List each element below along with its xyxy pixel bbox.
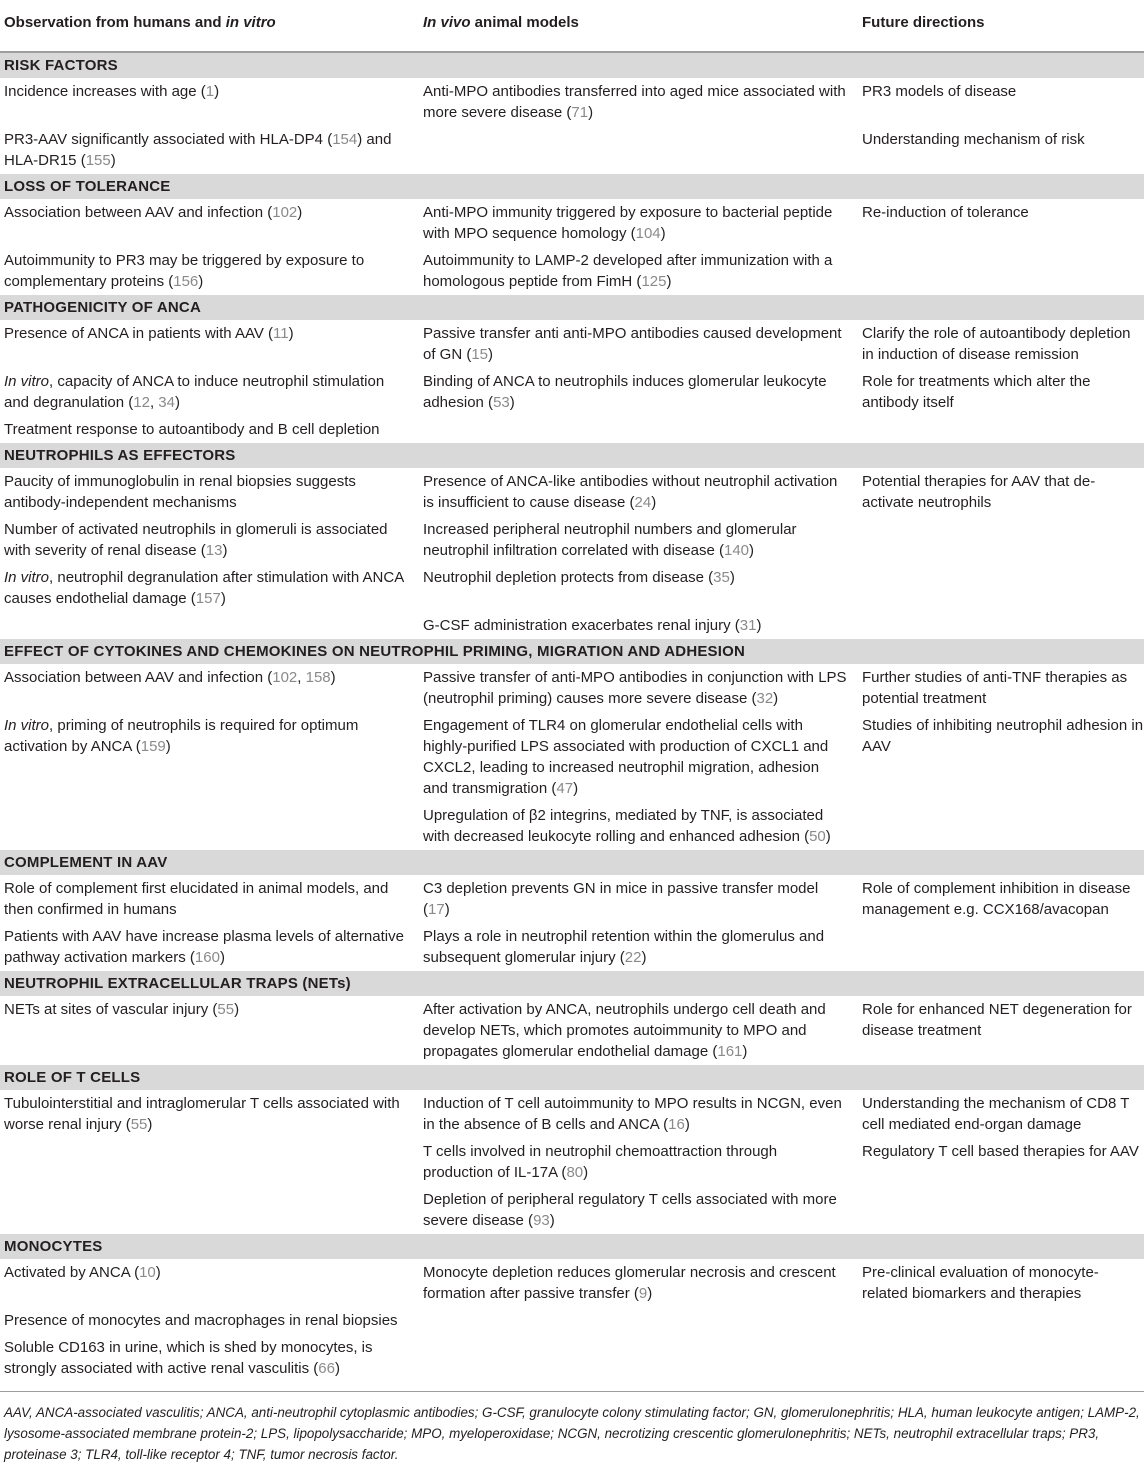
cell-text: ) xyxy=(742,1043,748,1060)
cell-text: Autoimmunity to LAMP-2 developed after immunization with a homologous peptide from FimH ( xyxy=(423,252,833,290)
in-vivo-cell xyxy=(410,1334,851,1382)
reference-number: 34 xyxy=(158,394,175,411)
human-in-vitro-cell xyxy=(0,368,410,416)
cell-text: ) xyxy=(488,346,494,363)
cell-text: ) xyxy=(825,828,831,845)
cell-text: Pre-clinical evaluation of monocyte-related biomarkers and therapies xyxy=(862,1264,1099,1302)
cell-text: ) xyxy=(549,1212,555,1229)
cell-text: Autoimmunity to PR3 may be triggered by exposure to complementary proteins ( xyxy=(4,252,365,290)
future-direction-cell xyxy=(851,247,1144,295)
cell-text: , neutrophil degranulation after stimulation with ANCA causes endothelial damage ( xyxy=(4,569,404,607)
header-human-in-vitro: Observation from humans and in vitro xyxy=(0,0,410,52)
reference-number: 66 xyxy=(318,1360,335,1377)
cell-text: ) xyxy=(174,394,180,411)
cell-text: ) and HLA-DR15 ( xyxy=(4,131,392,169)
table-row xyxy=(0,1090,1144,1138)
reference-number: 159 xyxy=(140,738,166,755)
cell-text: Upregulation of β2 integrins, mediated by TNF, is associated with decreased leukocyte rolling and enhanced adhesion ( xyxy=(423,807,824,845)
cell-text: C3 depletion prevents GN in mice in passive transfer model ( xyxy=(423,880,819,918)
reference-number: 55 xyxy=(130,1116,148,1133)
section-header-row xyxy=(0,1234,1144,1259)
future-direction-cell xyxy=(851,1138,1144,1186)
cell-text: , xyxy=(149,394,159,411)
cell-text: Anti-MPO immunity triggered by exposure to bacterial peptide with MPO sequence homology ( xyxy=(423,204,833,242)
table-row xyxy=(0,712,1144,802)
cell-text: Understanding the mechanism of CD8 T cell mediated end-organ damage xyxy=(862,1095,1130,1133)
human-in-vitro-cell xyxy=(0,1186,410,1234)
table-footnote: AAV, ANCA-associated vasculitis; ANCA, anti-neutrophil cytoplasmic antibodies; G-CSF, granulocyte colony stimulating factor; GN, glomerulonephritis; HLA, human leukocyte antigen; LAMP-2, lysosome-associated membrane protein-2; LPS, lipopolysaccharide; MPO, myeloperoxidase; NCGN, necrotizing crescentic glomerulonephritis; NETs, neutrophil extracellular traps; PR3, proteinase 3; TLR4, toll-like receptor 4; TNF, tumor necrosis factor. xyxy=(0,1391,1144,1465)
section-header-row xyxy=(0,295,1144,320)
human-in-vitro-cell xyxy=(0,564,410,612)
reference-number: 35 xyxy=(713,569,730,586)
human-in-vitro-cell xyxy=(0,612,410,639)
future-direction-cell xyxy=(851,368,1144,416)
in-vivo-cell xyxy=(410,247,851,295)
cell-text: ) xyxy=(651,494,657,511)
table-row xyxy=(0,368,1144,416)
cell-text: ) xyxy=(647,1285,653,1302)
cell-text: ) xyxy=(222,542,228,559)
cell-text: Studies of inhibiting neutrophil adhesion in AAV xyxy=(862,717,1144,755)
cell-text: ) xyxy=(220,590,226,607)
human-in-vitro-cell xyxy=(0,1090,410,1138)
reference-number: 156 xyxy=(173,273,199,290)
reference-number: 154 xyxy=(332,131,358,148)
reference-number: 1 xyxy=(205,83,215,100)
in-vivo-cell xyxy=(410,516,851,564)
in-vivo-cell xyxy=(410,564,851,612)
cell-text: ) xyxy=(147,1116,153,1133)
reference-number: 71 xyxy=(571,104,589,121)
cell-text: Understanding mechanism of risk xyxy=(862,131,1085,148)
cell-text: Induction of T cell autoimmunity to MPO results in NCGN, even in the absence of B cells and ANCA ( xyxy=(423,1095,842,1133)
reference-number: 12 xyxy=(133,394,150,411)
section-title: MONOCYTES xyxy=(0,1234,1144,1259)
section-title: RISK FACTORS xyxy=(0,52,1144,78)
human-in-vitro-cell xyxy=(0,1334,410,1382)
future-direction-cell xyxy=(851,126,1144,174)
table-row xyxy=(0,875,1144,923)
human-in-vitro-cell xyxy=(0,416,410,443)
cell-text: ) xyxy=(660,225,666,242)
reference-number: 102 xyxy=(272,204,298,221)
section-header-row xyxy=(0,850,1144,875)
italic-text: In vitro xyxy=(4,373,50,390)
human-in-vitro-cell xyxy=(0,516,410,564)
reference-number: 50 xyxy=(809,828,826,845)
cell-text: Role of complement first elucidated in animal models, and then confirmed in humans xyxy=(4,880,389,918)
human-in-vitro-cell xyxy=(0,78,410,126)
cell-text: Anti-MPO antibodies transferred into aged mice associated with more severe disease ( xyxy=(423,83,846,121)
table-row xyxy=(0,1186,1144,1234)
cell-text: Role for enhanced NET degeneration for disease treatment xyxy=(862,1001,1132,1039)
future-direction-cell xyxy=(851,923,1144,971)
reference-number: 158 xyxy=(305,669,331,686)
cell-text: PR3 models of disease xyxy=(862,83,1017,100)
table-row xyxy=(0,468,1144,516)
reference-number: 80 xyxy=(566,1164,584,1181)
cell-text: Regulatory T cell based therapies for AAV xyxy=(862,1143,1139,1160)
table-row xyxy=(0,996,1144,1065)
cell-text: ) xyxy=(444,901,450,918)
table-row xyxy=(0,1259,1144,1307)
cell-text: Passive transfer anti anti-MPO antibodies caused development of GN ( xyxy=(423,325,842,363)
reference-number: 155 xyxy=(85,152,111,169)
cell-text: ) xyxy=(773,690,779,707)
cell-text: ) xyxy=(573,780,579,797)
section-header-row xyxy=(0,1065,1144,1090)
section-title: PATHOGENICITY OF ANCA xyxy=(0,295,1144,320)
cell-text: PR3-AAV significantly associated with HLA-DP4 ( xyxy=(4,131,333,148)
human-in-vitro-cell xyxy=(0,247,410,295)
table-row xyxy=(0,1307,1144,1334)
table-row xyxy=(0,612,1144,639)
section-title: COMPLEMENT IN AAV xyxy=(0,850,1144,875)
cell-text: Presence of monocytes and macrophages in renal biopsies xyxy=(4,1312,398,1329)
reference-number: 32 xyxy=(756,690,774,707)
in-vivo-cell xyxy=(410,368,851,416)
future-direction-cell xyxy=(851,1334,1144,1382)
section-header-row xyxy=(0,971,1144,996)
future-direction-cell xyxy=(851,1186,1144,1234)
future-direction-cell xyxy=(851,199,1144,247)
cell-text: ) xyxy=(756,617,762,634)
table-row xyxy=(0,320,1144,368)
cell-text: , priming of neutrophils is required for optimum activation by ANCA ( xyxy=(4,717,359,755)
cell-text: Potential therapies for AAV that de-activate neutrophils xyxy=(862,473,1096,511)
cell-text: Plays a role in neutrophil retention within the glomerulus and subsequent glomerular injury ( xyxy=(423,928,825,966)
table-row xyxy=(0,416,1144,443)
in-vivo-cell xyxy=(410,126,851,174)
section-title: NEUTROPHILS AS EFFECTORS xyxy=(0,443,1144,468)
reference-number: 53 xyxy=(493,394,510,411)
cell-text: Treatment response to autoantibody and B cell depletion xyxy=(4,421,380,438)
human-in-vitro-cell xyxy=(0,1138,410,1186)
future-direction-cell xyxy=(851,1259,1144,1307)
human-in-vitro-cell xyxy=(0,996,410,1065)
human-in-vitro-cell xyxy=(0,923,410,971)
cell-text: , xyxy=(297,669,306,686)
future-direction-cell xyxy=(851,664,1144,712)
future-direction-cell xyxy=(851,996,1144,1065)
cell-text: Patients with AAV have increase plasma levels of alternative pathway activation markers ( xyxy=(4,928,404,966)
cell-text: ) xyxy=(666,273,672,290)
cell-text: Further studies of anti-TNF therapies as potential treatment xyxy=(862,669,1128,707)
future-direction-cell xyxy=(851,416,1144,443)
reference-number: 161 xyxy=(717,1043,743,1060)
reference-number: 93 xyxy=(533,1212,550,1229)
human-in-vitro-cell xyxy=(0,875,410,923)
reference-number: 11 xyxy=(273,325,289,342)
human-in-vitro-cell xyxy=(0,1259,410,1307)
table-row xyxy=(0,247,1144,295)
cell-text: ) xyxy=(234,1001,240,1018)
future-direction-cell xyxy=(851,875,1144,923)
cell-text: Increased peripheral neutrophil numbers and glomerular neutrophil infiltration correlated with disease ( xyxy=(423,521,797,559)
cell-text: ) xyxy=(583,1164,589,1181)
reference-number: 157 xyxy=(195,590,221,607)
reference-number: 47 xyxy=(556,780,574,797)
in-vivo-cell xyxy=(410,1307,851,1334)
reference-number: 140 xyxy=(724,542,750,559)
in-vivo-cell xyxy=(410,996,851,1065)
cell-text: Monocyte depletion reduces glomerular necrosis and crescent formation after passive transfer ( xyxy=(423,1264,836,1302)
cell-text: Binding of ANCA to neutrophils induces glomerular leukocyte adhesion ( xyxy=(423,373,827,411)
cell-text: Neutrophil depletion protects from disease ( xyxy=(423,569,714,586)
cell-text: Association between AAV and infection ( xyxy=(4,204,273,221)
cell-text: ) xyxy=(509,394,515,411)
cell-text: Paucity of immunoglobulin in renal biopsies suggests antibody-independent mechanisms xyxy=(4,473,356,511)
table-row xyxy=(0,1138,1144,1186)
cell-text: ) xyxy=(288,325,294,342)
reference-number: 17 xyxy=(428,901,445,918)
in-vivo-cell xyxy=(410,1186,851,1234)
in-vivo-cell xyxy=(410,802,851,850)
cell-text: T cells involved in neutrophil chemoattraction through production of IL-17A ( xyxy=(423,1143,778,1181)
human-in-vitro-cell xyxy=(0,1307,410,1334)
in-vivo-cell xyxy=(410,468,851,516)
table-row xyxy=(0,923,1144,971)
table-row xyxy=(0,516,1144,564)
table-row xyxy=(0,126,1144,174)
reference-number: 55 xyxy=(217,1001,235,1018)
future-direction-cell xyxy=(851,516,1144,564)
cell-text: Tubulointerstitial and intraglomerular T cells associated with worse renal injury ( xyxy=(4,1095,400,1133)
cell-text: Association between AAV and infection ( xyxy=(4,669,273,686)
human-in-vitro-cell xyxy=(0,199,410,247)
cell-text: Clarify the role of autoantibody depletion in induction of disease remission xyxy=(862,325,1131,363)
cell-text: ) xyxy=(729,569,735,586)
cell-text: Role of complement inhibition in disease management e.g. CCX168/avacopan xyxy=(862,880,1131,918)
future-direction-cell xyxy=(851,78,1144,126)
cell-text: ) xyxy=(297,204,303,221)
future-direction-cell xyxy=(851,1307,1144,1334)
reference-number: 22 xyxy=(624,949,642,966)
cell-text: ) xyxy=(334,1360,340,1377)
in-vivo-cell xyxy=(410,1259,851,1307)
table-body xyxy=(0,52,1144,1382)
cell-text: Presence of ANCA-like antibodies without neutrophil activation is insufficient to cause disease ( xyxy=(423,473,838,511)
cell-text: ) xyxy=(110,152,116,169)
section-header-row xyxy=(0,639,1144,664)
italic-text: In vitro xyxy=(4,569,50,586)
table-row xyxy=(0,664,1144,712)
in-vivo-cell xyxy=(410,923,851,971)
reference-number: 15 xyxy=(471,346,489,363)
table-header xyxy=(0,0,1144,52)
future-direction-cell xyxy=(851,712,1144,802)
cell-text: Re-induction of tolerance xyxy=(862,204,1029,221)
in-vivo-cell xyxy=(410,1138,851,1186)
cell-text: ) xyxy=(749,542,755,559)
in-vivo-cell xyxy=(410,875,851,923)
cell-text: Number of activated neutrophils in glomeruli is associated with severity of renal disease ( xyxy=(4,521,388,559)
section-header-row xyxy=(0,174,1144,199)
cell-text: Depletion of peripheral regulatory T cells associated with more severe disease ( xyxy=(423,1191,837,1229)
table-row xyxy=(0,1334,1144,1382)
reference-number: 160 xyxy=(194,949,220,966)
cell-text: NETs at sites of vascular injury ( xyxy=(4,1001,218,1018)
section-title: ROLE OF T CELLS xyxy=(0,1065,1144,1090)
reference-number: 102 xyxy=(272,669,298,686)
in-vivo-cell xyxy=(410,320,851,368)
reference-number: 9 xyxy=(638,1285,648,1302)
reference-number: 13 xyxy=(205,542,223,559)
cell-text: Role for treatments which alter the antibody itself xyxy=(862,373,1091,411)
cell-text: ) xyxy=(155,1264,161,1281)
table-row xyxy=(0,802,1144,850)
in-vivo-cell xyxy=(410,416,851,443)
reference-number: 24 xyxy=(634,494,652,511)
cell-text: Activated by ANCA ( xyxy=(4,1264,140,1281)
header-future-directions: Future directions xyxy=(851,0,1144,52)
italic-text: In vitro xyxy=(4,717,50,734)
section-title: EFFECT OF CYTOKINES AND CHEMOKINES ON NEUTROPHIL PRIMING, MIGRATION AND ADHESION xyxy=(0,639,1144,664)
cell-text: ) xyxy=(198,273,204,290)
section-header-row xyxy=(0,443,1144,468)
section-title: LOSS OF TOLERANCE xyxy=(0,174,1144,199)
in-vivo-cell xyxy=(410,1090,851,1138)
cell-text: ) xyxy=(641,949,647,966)
in-vivo-cell xyxy=(410,78,851,126)
reference-number: 125 xyxy=(641,273,667,290)
cell-text: Passive transfer of anti-MPO antibodies in conjunction with LPS (neutrophil priming) causes more severe disease ( xyxy=(423,669,847,707)
section-header-row xyxy=(0,52,1144,78)
reference-number: 104 xyxy=(635,225,661,242)
future-direction-cell xyxy=(851,564,1144,612)
cell-text: ) xyxy=(214,83,220,100)
section-title: NEUTROPHIL EXTRACELLULAR TRAPS (NETs) xyxy=(0,971,1144,996)
cell-text: ) xyxy=(684,1116,690,1133)
table-row xyxy=(0,199,1144,247)
reference-number: 31 xyxy=(739,617,757,634)
cell-text: , capacity of ANCA to induce neutrophil stimulation and degranulation ( xyxy=(4,373,385,411)
human-in-vitro-cell xyxy=(0,320,410,368)
human-in-vitro-cell xyxy=(0,468,410,516)
cell-text: ) xyxy=(165,738,171,755)
future-direction-cell xyxy=(851,802,1144,850)
in-vivo-cell xyxy=(410,664,851,712)
reference-number: 16 xyxy=(668,1116,685,1133)
future-direction-cell xyxy=(851,1090,1144,1138)
future-direction-cell xyxy=(851,612,1144,639)
table-row xyxy=(0,564,1144,612)
cell-text: G-CSF administration exacerbates renal injury ( xyxy=(423,617,740,634)
cell-text: ) xyxy=(219,949,225,966)
cell-text: ) xyxy=(330,669,336,686)
table-row xyxy=(0,78,1144,126)
cell-text: Soluble CD163 in urine, which is shed by monocytes, is strongly associated with active renal vasculitis ( xyxy=(4,1339,373,1377)
human-in-vitro-cell xyxy=(0,664,410,712)
human-in-vitro-cell xyxy=(0,126,410,174)
header-in-vivo: In vivo animal models xyxy=(410,0,851,52)
human-in-vitro-cell xyxy=(0,712,410,802)
human-in-vitro-cell xyxy=(0,802,410,850)
future-direction-cell xyxy=(851,320,1144,368)
cell-text: Engagement of TLR4 on glomerular endothelial cells with highly-purified LPS associated with production of CXCL1 and CXCL2, leading to increased neutrophil migration, adhesion and transmigration ( xyxy=(423,717,829,797)
in-vivo-cell xyxy=(410,712,851,802)
cell-text: Incidence increases with age ( xyxy=(4,83,206,100)
future-direction-cell xyxy=(851,468,1144,516)
cell-text: ) xyxy=(588,104,594,121)
cell-text: Presence of ANCA in patients with AAV ( xyxy=(4,325,274,342)
in-vivo-cell xyxy=(410,612,851,639)
cell-text: After activation by ANCA, neutrophils undergo cell death and develop NETs, which promotes autoimmunity to MPO and propagates glomerular endothelial damage ( xyxy=(423,1001,826,1060)
in-vivo-cell xyxy=(410,199,851,247)
reference-number: 10 xyxy=(139,1264,156,1281)
